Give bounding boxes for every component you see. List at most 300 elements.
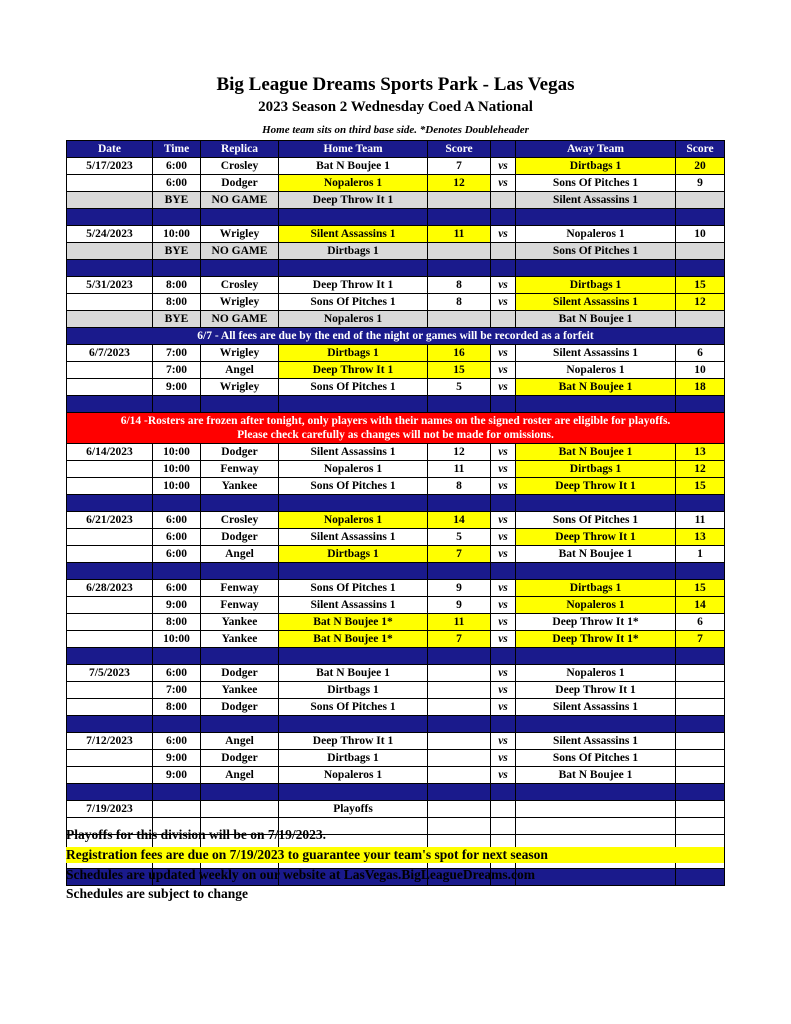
vs-cell: vs — [491, 699, 516, 716]
home-score-cell: 11 — [428, 226, 491, 243]
home-team-cell: Sons Of Pitches 1 — [279, 379, 428, 396]
spacer-cell — [516, 563, 676, 580]
col-header-home-score: Score — [428, 141, 491, 158]
col-header-home-team: Home Team — [279, 141, 428, 158]
home-score-cell: 5 — [428, 529, 491, 546]
home-team-cell: Bat N Boujee 1 — [279, 158, 428, 175]
field-cell: NO GAME — [201, 243, 279, 260]
date-cell: 6/14/2023 — [67, 444, 153, 461]
vs-cell — [491, 311, 516, 328]
spacer-cell — [491, 495, 516, 512]
game-row — [67, 294, 725, 311]
date-cell — [67, 614, 153, 631]
spacer-cell — [201, 716, 279, 733]
game-row — [67, 345, 725, 362]
game-row — [67, 750, 725, 767]
home-team-cell: Bat N Boujee 1* — [279, 614, 428, 631]
spacer-cell — [676, 563, 725, 580]
home-team-cell: Sons Of Pitches 1 — [279, 478, 428, 495]
bye-row — [67, 192, 725, 209]
field-cell: Fenway — [201, 580, 279, 597]
away-score-cell: 11 — [676, 512, 725, 529]
away-team-cell: Deep Throw It 1 — [516, 478, 676, 495]
spacer-cell — [201, 396, 279, 413]
home-team-cell: Dirtbags 1 — [279, 345, 428, 362]
alert-cell — [67, 413, 725, 444]
field-cell: Wrigley — [201, 345, 279, 362]
away-team-cell: Deep Throw It 1* — [516, 631, 676, 648]
away-score-cell: 12 — [676, 294, 725, 311]
spacer-cell — [67, 209, 153, 226]
spacer-cell — [676, 260, 725, 277]
header-note: Home team sits on third base side. *Denotes Doubleheader — [262, 124, 529, 136]
vs-cell — [491, 801, 516, 818]
game-row — [67, 226, 725, 243]
time-cell: 6:00 — [153, 580, 201, 597]
date-cell — [67, 682, 153, 699]
spacer-cell — [153, 648, 201, 665]
home-score-cell: 9 — [428, 597, 491, 614]
time-cell: 6:00 — [153, 175, 201, 192]
spacer-cell — [67, 563, 153, 580]
time-cell: BYE — [153, 311, 201, 328]
away-team-cell: Bat N Boujee 1 — [516, 546, 676, 563]
col-header-vs — [491, 141, 516, 158]
vs-cell: vs — [491, 529, 516, 546]
game-row — [67, 597, 725, 614]
time-cell: 8:00 — [153, 277, 201, 294]
away-team-cell: Dirtbags 1 — [516, 158, 676, 175]
spacer-cell — [491, 716, 516, 733]
home-score-cell — [428, 733, 491, 750]
vs-cell: vs — [491, 226, 516, 243]
spacer-cell — [201, 209, 279, 226]
away-score-cell: 6 — [676, 345, 725, 362]
home-score-cell — [428, 682, 491, 699]
spacer-cell — [153, 260, 201, 277]
footer-disclaimer: Schedules are subject to change — [66, 886, 248, 901]
away-team-cell: Sons Of Pitches 1 — [516, 243, 676, 260]
time-cell: 10:00 — [153, 631, 201, 648]
time-cell: 8:00 — [153, 294, 201, 311]
field-cell: Angel — [201, 546, 279, 563]
date-cell — [67, 175, 153, 192]
col-header-away-score: Score — [676, 141, 725, 158]
alert-line-1: 6/14 -Rosters are frozen after tonight, only players with their names on the signed roster are eligible for playoffs. — [120, 415, 671, 427]
game-row — [67, 665, 725, 682]
spacer-cell — [279, 260, 428, 277]
spacer-cell — [201, 495, 279, 512]
home-team-cell: Nopaleros 1 — [279, 512, 428, 529]
time-cell: 10:00 — [153, 478, 201, 495]
away-score-cell: 9 — [676, 175, 725, 192]
away-score-cell — [676, 243, 725, 260]
spacer-cell — [491, 209, 516, 226]
away-score-cell: 6 — [676, 614, 725, 631]
spacer-cell — [676, 396, 725, 413]
home-score-cell — [428, 192, 491, 209]
field-cell: Dodger — [201, 750, 279, 767]
date-cell — [67, 379, 153, 396]
field-cell: Fenway — [201, 597, 279, 614]
home-score-cell: 15 — [428, 362, 491, 379]
time-cell: 7:00 — [153, 362, 201, 379]
away-team-cell: Nopaleros 1 — [516, 226, 676, 243]
field-cell: Yankee — [201, 614, 279, 631]
home-score-cell: 9 — [428, 580, 491, 597]
spacer-row — [67, 495, 725, 512]
away-score-cell: 13 — [676, 529, 725, 546]
away-score-cell — [676, 699, 725, 716]
spacer-cell — [428, 563, 491, 580]
vs-cell: vs — [491, 345, 516, 362]
game-row — [67, 733, 725, 750]
date-cell — [67, 699, 153, 716]
col-header-away-team: Away Team — [516, 141, 676, 158]
bye-row — [67, 243, 725, 260]
home-score-cell: 14 — [428, 512, 491, 529]
field-cell: Fenway — [201, 461, 279, 478]
spacer-row — [67, 716, 725, 733]
date-cell — [67, 478, 153, 495]
spacer-row — [67, 563, 725, 580]
spacer-cell — [279, 648, 428, 665]
home-team-cell: Sons Of Pitches 1 — [279, 294, 428, 311]
time-cell: 6:00 — [153, 733, 201, 750]
game-row — [67, 546, 725, 563]
vs-cell — [491, 243, 516, 260]
col-header-replica: Replica — [201, 141, 279, 158]
spacer-row — [67, 648, 725, 665]
spacer-cell — [491, 396, 516, 413]
away-score-cell: 12 — [676, 461, 725, 478]
spacer-cell — [516, 495, 676, 512]
spacer-cell — [676, 716, 725, 733]
home-score-cell — [428, 767, 491, 784]
spacer-cell — [279, 209, 428, 226]
away-score-cell: 18 — [676, 379, 725, 396]
away-team-cell: Bat N Boujee 1 — [516, 767, 676, 784]
spacer-cell — [491, 563, 516, 580]
spacer-cell — [153, 209, 201, 226]
notice-row — [67, 328, 725, 345]
away-team-cell: Dirtbags 1 — [516, 277, 676, 294]
spacer-cell — [153, 563, 201, 580]
spacer-cell — [153, 784, 201, 801]
field-cell: NO GAME — [201, 192, 279, 209]
time-cell: 7:00 — [153, 345, 201, 362]
spacer-cell — [279, 563, 428, 580]
away-team-cell: Bat N Boujee 1 — [516, 311, 676, 328]
home-team-cell: Silent Assassins 1 — [279, 597, 428, 614]
spacer-cell — [676, 648, 725, 665]
home-score-cell — [428, 750, 491, 767]
away-score-cell: 15 — [676, 478, 725, 495]
time-cell: 6:00 — [153, 158, 201, 175]
spacer-cell — [491, 260, 516, 277]
spacer-cell — [516, 396, 676, 413]
vs-cell: vs — [491, 512, 516, 529]
date-cell: 7/12/2023 — [67, 733, 153, 750]
footer-playoffs: Playoffs for this division will be on 7/19/2023. — [66, 827, 327, 842]
home-team-cell: Silent Assassins 1 — [279, 444, 428, 461]
spacer-cell — [201, 648, 279, 665]
away-team-cell: Nopaleros 1 — [516, 597, 676, 614]
away-team-cell: Sons Of Pitches 1 — [516, 750, 676, 767]
field-cell: Crosley — [201, 277, 279, 294]
spacer-cell — [67, 784, 153, 801]
away-team-cell: Silent Assassins 1 — [516, 733, 676, 750]
home-score-cell — [428, 699, 491, 716]
home-score-cell: 7 — [428, 546, 491, 563]
time-cell: BYE — [153, 243, 201, 260]
away-score-cell: 20 — [676, 158, 725, 175]
game-row — [67, 614, 725, 631]
page-title: Big League Dreams Sports Park - Las Vegas — [216, 74, 575, 95]
col-header-time: Time — [153, 141, 201, 158]
time-cell: 10:00 — [153, 226, 201, 243]
away-score-cell — [676, 682, 725, 699]
away-score-cell — [676, 733, 725, 750]
vs-cell: vs — [491, 158, 516, 175]
date-cell — [67, 311, 153, 328]
date-cell — [67, 631, 153, 648]
date-cell: 5/24/2023 — [67, 226, 153, 243]
home-score-cell — [428, 801, 491, 818]
time-cell: 9:00 — [153, 379, 201, 396]
schedule-table — [66, 140, 725, 886]
spacer-cell — [428, 716, 491, 733]
field-cell: Angel — [201, 733, 279, 750]
time-cell: 8:00 — [153, 699, 201, 716]
field-cell: Dodger — [201, 529, 279, 546]
spacer-cell — [516, 784, 676, 801]
spacer-cell — [516, 648, 676, 665]
time-cell: 9:00 — [153, 597, 201, 614]
home-score-cell: 12 — [428, 175, 491, 192]
vs-cell: vs — [491, 362, 516, 379]
home-team-cell: Playoffs — [279, 801, 428, 818]
spacer-cell — [428, 648, 491, 665]
away-score-cell: 7 — [676, 631, 725, 648]
vs-cell: vs — [491, 379, 516, 396]
spacer-cell — [516, 209, 676, 226]
away-score-cell: 13 — [676, 444, 725, 461]
spacer-row — [67, 784, 725, 801]
spacer-cell — [428, 495, 491, 512]
spacer-cell — [201, 784, 279, 801]
time-cell: 6:00 — [153, 512, 201, 529]
game-row — [67, 529, 725, 546]
spacer-cell — [67, 648, 153, 665]
away-team-cell: Silent Assassins 1 — [516, 294, 676, 311]
time-cell: BYE — [153, 192, 201, 209]
game-row — [67, 682, 725, 699]
date-cell — [67, 767, 153, 784]
vs-cell: vs — [491, 767, 516, 784]
home-score-cell: 5 — [428, 379, 491, 396]
game-row — [67, 379, 725, 396]
vs-cell — [491, 192, 516, 209]
date-cell — [67, 750, 153, 767]
field-cell: NO GAME — [201, 311, 279, 328]
home-team-cell: Nopaleros 1 — [279, 311, 428, 328]
away-score-cell — [676, 750, 725, 767]
spacer-row — [67, 209, 725, 226]
away-score-cell: 10 — [676, 362, 725, 379]
game-row — [67, 362, 725, 379]
home-score-cell — [428, 243, 491, 260]
date-cell — [67, 546, 153, 563]
home-team-cell: Nopaleros 1 — [279, 461, 428, 478]
game-row — [67, 631, 725, 648]
home-team-cell: Bat N Boujee 1 — [279, 665, 428, 682]
home-score-cell: 11 — [428, 461, 491, 478]
time-cell — [153, 801, 201, 818]
field-cell: Dodger — [201, 444, 279, 461]
home-team-cell: Bat N Boujee 1* — [279, 631, 428, 648]
spacer-cell — [516, 716, 676, 733]
vs-cell: vs — [491, 461, 516, 478]
vs-cell: vs — [491, 478, 516, 495]
vs-cell: vs — [491, 665, 516, 682]
vs-cell: vs — [491, 175, 516, 192]
field-cell: Dodger — [201, 699, 279, 716]
away-score-cell: 15 — [676, 277, 725, 294]
spacer-cell — [153, 716, 201, 733]
vs-cell: vs — [491, 580, 516, 597]
home-score-cell — [428, 665, 491, 682]
date-cell: 7/19/2023 — [67, 801, 153, 818]
home-team-cell: Silent Assassins 1 — [279, 529, 428, 546]
game-row — [67, 767, 725, 784]
spacer-cell — [67, 716, 153, 733]
away-team-cell: Silent Assassins 1 — [516, 699, 676, 716]
home-team-cell: Deep Throw It 1 — [279, 733, 428, 750]
time-cell: 7:00 — [153, 682, 201, 699]
game-row — [67, 580, 725, 597]
vs-cell: vs — [491, 631, 516, 648]
time-cell: 9:00 — [153, 767, 201, 784]
notice-text: 6/7 - All fees are due by the end of the night or games will be recorded as a forfeit — [67, 328, 725, 345]
vs-cell: vs — [491, 277, 516, 294]
home-team-cell: Nopaleros 1 — [279, 767, 428, 784]
home-score-cell: 8 — [428, 294, 491, 311]
spacer-cell — [491, 648, 516, 665]
game-row — [67, 512, 725, 529]
vs-cell: vs — [491, 597, 516, 614]
spacer-cell — [153, 495, 201, 512]
away-score-cell: 1 — [676, 546, 725, 563]
away-team-cell — [516, 801, 676, 818]
spacer-cell — [428, 396, 491, 413]
home-team-cell: Sons Of Pitches 1 — [279, 699, 428, 716]
field-cell: Angel — [201, 362, 279, 379]
spacer-row — [67, 396, 725, 413]
game-row — [67, 277, 725, 294]
home-score-cell: 7 — [428, 631, 491, 648]
spacer-cell — [153, 396, 201, 413]
date-cell — [67, 294, 153, 311]
away-team-cell: Dirtbags 1 — [516, 461, 676, 478]
home-team-cell: Nopaleros 1 — [279, 175, 428, 192]
spacer-cell — [201, 563, 279, 580]
game-row — [67, 175, 725, 192]
spacer-cell — [676, 784, 725, 801]
field-cell: Wrigley — [201, 294, 279, 311]
spacer-cell — [676, 495, 725, 512]
time-cell: 10:00 — [153, 461, 201, 478]
spacer-cell — [279, 716, 428, 733]
time-cell: 8:00 — [153, 614, 201, 631]
spacer-cell — [67, 495, 153, 512]
home-score-cell: 8 — [428, 277, 491, 294]
away-team-cell: Dirtbags 1 — [516, 580, 676, 597]
bye-row — [67, 311, 725, 328]
date-cell — [67, 192, 153, 209]
time-cell: 10:00 — [153, 444, 201, 461]
spacer-cell — [516, 260, 676, 277]
home-score-cell — [428, 311, 491, 328]
footer-registration: Registration fees are due on 7/19/2023 to guarantee your team's spot for next season — [66, 847, 724, 863]
home-team-cell: Dirtbags 1 — [279, 243, 428, 260]
game-row — [67, 444, 725, 461]
time-cell: 6:00 — [153, 529, 201, 546]
date-cell — [67, 529, 153, 546]
spacer-cell — [428, 209, 491, 226]
away-score-cell — [676, 767, 725, 784]
time-cell: 6:00 — [153, 546, 201, 563]
field-cell: Yankee — [201, 631, 279, 648]
schedule-body — [67, 158, 725, 886]
away-team-cell: Silent Assassins 1 — [516, 192, 676, 209]
away-team-cell: Sons Of Pitches 1 — [516, 175, 676, 192]
away-team-cell: Silent Assassins 1 — [516, 345, 676, 362]
vs-cell: vs — [491, 682, 516, 699]
vs-cell: vs — [491, 294, 516, 311]
game-row — [67, 461, 725, 478]
date-cell: 6/7/2023 — [67, 345, 153, 362]
away-score-cell — [676, 665, 725, 682]
game-row — [67, 699, 725, 716]
field-cell: Angel — [201, 767, 279, 784]
away-score-cell: 15 — [676, 580, 725, 597]
home-team-cell: Deep Throw It 1 — [279, 192, 428, 209]
time-cell: 9:00 — [153, 750, 201, 767]
away-score-cell — [676, 801, 725, 818]
away-score-cell — [676, 311, 725, 328]
spacer-cell — [201, 260, 279, 277]
date-cell — [67, 461, 153, 478]
alert-row — [67, 413, 725, 444]
spacer-cell — [67, 396, 153, 413]
away-team-cell: Nopaleros 1 — [516, 362, 676, 379]
away-score-cell: 14 — [676, 597, 725, 614]
away-team-cell: Deep Throw It 1 — [516, 529, 676, 546]
date-cell — [67, 597, 153, 614]
date-cell — [67, 362, 153, 379]
date-cell: 6/21/2023 — [67, 512, 153, 529]
home-team-cell: Silent Assassins 1 — [279, 226, 428, 243]
vs-cell: vs — [491, 750, 516, 767]
spacer-cell — [676, 209, 725, 226]
game-row — [67, 801, 725, 818]
home-team-cell: Deep Throw It 1 — [279, 362, 428, 379]
time-cell: 6:00 — [153, 665, 201, 682]
home-team-cell: Deep Throw It 1 — [279, 277, 428, 294]
home-score-cell: 7 — [428, 158, 491, 175]
away-team-cell: Bat N Boujee 1 — [516, 444, 676, 461]
